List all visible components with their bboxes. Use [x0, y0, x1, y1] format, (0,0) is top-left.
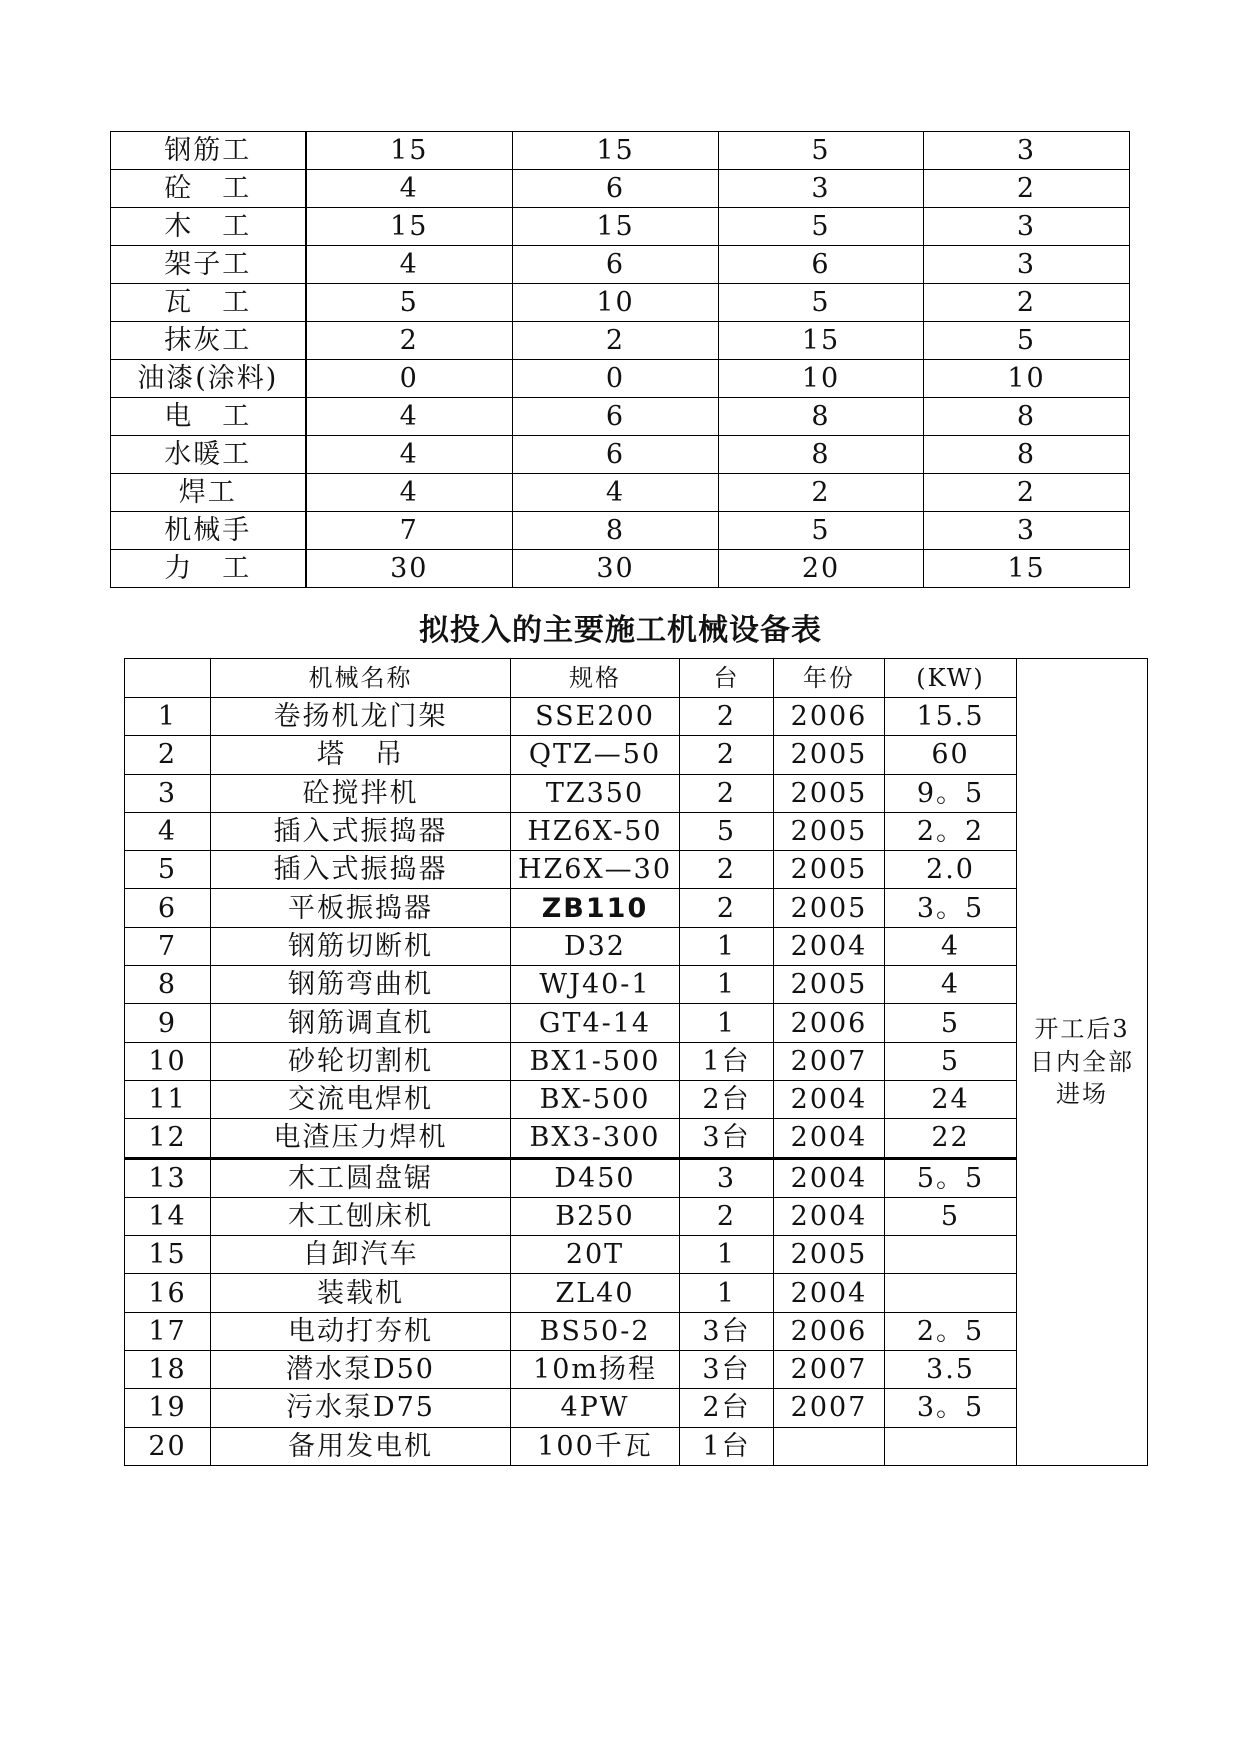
worker-count: 3: [924, 132, 1130, 170]
worker-count: 2: [719, 474, 924, 512]
year: 2006: [774, 1312, 885, 1350]
worker-count: 4: [306, 398, 513, 436]
year: 2004: [774, 1158, 885, 1197]
spec: HZ6X-50: [511, 812, 680, 850]
count: 3台: [680, 1119, 774, 1158]
trade-name: 焊工: [111, 474, 306, 512]
worker-count: 30: [306, 550, 513, 588]
count: 2: [680, 1197, 774, 1235]
row-index: 7: [125, 927, 211, 965]
power-kw: 2.0: [885, 851, 1017, 889]
count: 2台: [680, 1080, 774, 1118]
power-kw: 5: [885, 1042, 1017, 1080]
worker-count: 6: [513, 398, 719, 436]
count: 2: [680, 698, 774, 736]
worker-count: 6: [513, 246, 719, 284]
machine-name: 钢筋弯曲机: [211, 966, 511, 1004]
machine-name: 交流电焊机: [211, 1080, 511, 1118]
worker-count: 2: [513, 322, 719, 360]
power-kw: 15.5: [885, 698, 1017, 736]
worker-count: 10: [719, 360, 924, 398]
labor-row: [111, 436, 1130, 474]
row-index: 14: [125, 1197, 211, 1235]
header-year: 年份: [774, 659, 885, 698]
row-index: 19: [125, 1389, 211, 1427]
year: 2005: [774, 966, 885, 1004]
count: 1: [680, 1236, 774, 1274]
machine-name: 自卸汽车: [211, 1236, 511, 1274]
spec: 4PW: [511, 1389, 680, 1427]
machine-name: 砼搅拌机: [211, 774, 511, 812]
equipment-row: [125, 927, 1148, 965]
trade-name: 木 工: [111, 208, 306, 246]
power-kw: [885, 1427, 1017, 1465]
worker-count: 2: [306, 322, 513, 360]
year: 2004: [774, 1274, 885, 1312]
machine-name: 备用发电机: [211, 1427, 511, 1465]
worker-count: 5: [306, 284, 513, 322]
arrival-note: 开工后3日内全部进场: [1017, 659, 1148, 1466]
year: 2005: [774, 736, 885, 774]
labor-table: [110, 131, 1130, 588]
spec: D450: [511, 1158, 680, 1197]
year: 2005: [774, 1236, 885, 1274]
header-row: [125, 659, 1148, 698]
count: 1: [680, 927, 774, 965]
machine-name: 木工圆盘锯: [211, 1158, 511, 1197]
worker-count: 0: [513, 360, 719, 398]
trade-name: 钢筋工: [111, 132, 306, 170]
power-kw: 3。5: [885, 1389, 1017, 1427]
worker-count: 5: [719, 284, 924, 322]
row-index: 10: [125, 1042, 211, 1080]
row-index: 17: [125, 1312, 211, 1350]
power-kw: 3。5: [885, 889, 1017, 927]
row-index: 9: [125, 1004, 211, 1042]
trade-name: 油漆(涂料): [111, 360, 306, 398]
equipment-row: [125, 1042, 1148, 1080]
equipment-row: [125, 1427, 1148, 1465]
worker-count: 6: [513, 170, 719, 208]
worker-count: 8: [719, 398, 924, 436]
worker-count: 2: [924, 170, 1130, 208]
trade-name: 瓦 工: [111, 284, 306, 322]
year: 2005: [774, 889, 885, 927]
machine-name: 钢筋切断机: [211, 927, 511, 965]
worker-count: 3: [924, 246, 1130, 284]
row-index: 5: [125, 851, 211, 889]
row-index: 13: [125, 1158, 211, 1197]
worker-count: 4: [306, 246, 513, 284]
power-kw: 60: [885, 736, 1017, 774]
power-kw: 3.5: [885, 1351, 1017, 1389]
worker-count: 5: [719, 132, 924, 170]
worker-count: 8: [513, 512, 719, 550]
equipment-row: [125, 1274, 1148, 1312]
worker-count: 5: [719, 512, 924, 550]
power-kw: 4: [885, 927, 1017, 965]
labor-row: [111, 550, 1130, 588]
spec: SSE200: [511, 698, 680, 736]
machine-name: 潜水泵D50: [211, 1351, 511, 1389]
power-kw: 24: [885, 1080, 1017, 1118]
machine-name: 插入式振捣器: [211, 851, 511, 889]
row-index: 6: [125, 889, 211, 927]
spec: TZ350: [511, 774, 680, 812]
worker-count: 15: [924, 550, 1130, 588]
labor-row: [111, 246, 1130, 284]
trade-name: 砼 工: [111, 170, 306, 208]
labor-row: [111, 132, 1130, 170]
year: 2007: [774, 1042, 885, 1080]
count: 2: [680, 736, 774, 774]
labor-row: [111, 284, 1130, 322]
year: 2004: [774, 1197, 885, 1235]
labor-row: [111, 360, 1130, 398]
count: 1台: [680, 1042, 774, 1080]
power-kw: [885, 1274, 1017, 1312]
labor-row: [111, 512, 1130, 550]
worker-count: 3: [924, 512, 1130, 550]
count: 2: [680, 851, 774, 889]
machine-name: 插入式振捣器: [211, 812, 511, 850]
trade-name: 水暖工: [111, 436, 306, 474]
equipment-table-title: 拟投入的主要施工机械设备表: [419, 613, 822, 648]
row-index: 15: [125, 1236, 211, 1274]
header-index: [125, 659, 211, 698]
power-kw: 5: [885, 1197, 1017, 1235]
header-name: 机械名称: [211, 659, 511, 698]
worker-count: 4: [513, 474, 719, 512]
count: 3台: [680, 1312, 774, 1350]
count: 2: [680, 889, 774, 927]
equipment-row: [125, 1158, 1148, 1197]
row-index: 12: [125, 1119, 211, 1158]
worker-count: 10: [924, 360, 1130, 398]
row-index: 3: [125, 774, 211, 812]
worker-count: 15: [719, 322, 924, 360]
header-spec: 规格: [511, 659, 680, 698]
worker-count: 8: [924, 398, 1130, 436]
machine-name: 电动打夯机: [211, 1312, 511, 1350]
machine-name: 平板振捣器: [211, 889, 511, 927]
row-index: 20: [125, 1427, 211, 1465]
trade-name: 力 工: [111, 550, 306, 588]
equipment-row: [125, 736, 1148, 774]
row-index: 11: [125, 1080, 211, 1118]
labor-row: [111, 474, 1130, 512]
spec: WJ40-1: [511, 966, 680, 1004]
equipment-row: [125, 774, 1148, 812]
equipment-table: [124, 658, 1148, 1466]
worker-count: 8: [719, 436, 924, 474]
count: 1: [680, 1004, 774, 1042]
machine-name: 卷扬机龙门架: [211, 698, 511, 736]
count: 3台: [680, 1351, 774, 1389]
row-index: 8: [125, 966, 211, 1004]
spec: BX3-300: [511, 1119, 680, 1158]
worker-count: 15: [306, 132, 513, 170]
worker-count: 6: [513, 436, 719, 474]
worker-count: 15: [306, 208, 513, 246]
power-kw: 4: [885, 966, 1017, 1004]
year: 2004: [774, 927, 885, 965]
equipment-row: [125, 812, 1148, 850]
row-index: 18: [125, 1351, 211, 1389]
count: 1台: [680, 1427, 774, 1465]
count: 3: [680, 1158, 774, 1197]
worker-count: 7: [306, 512, 513, 550]
year: 2004: [774, 1080, 885, 1118]
equipment-row: [125, 1080, 1148, 1118]
row-index: 4: [125, 812, 211, 850]
spec: GT4-14: [511, 1004, 680, 1042]
equipment-row: [125, 1236, 1148, 1274]
labor-row: [111, 208, 1130, 246]
worker-count: 0: [306, 360, 513, 398]
labor-row: [111, 322, 1130, 360]
spec: BX-500: [511, 1080, 680, 1118]
power-kw: 5: [885, 1004, 1017, 1042]
machine-name: 装载机: [211, 1274, 511, 1312]
trade-name: 抹灰工: [111, 322, 306, 360]
spec: BX1-500: [511, 1042, 680, 1080]
spec: ZL40: [511, 1274, 680, 1312]
machine-name: 钢筋调直机: [211, 1004, 511, 1042]
spec: QTZ—50: [511, 736, 680, 774]
worker-count: 2: [924, 474, 1130, 512]
labor-row: [111, 170, 1130, 208]
trade-name: 机械手: [111, 512, 306, 550]
machine-name: 木工刨床机: [211, 1197, 511, 1235]
worker-count: 4: [306, 474, 513, 512]
equipment-row: [125, 1389, 1148, 1427]
worker-count: 15: [513, 132, 719, 170]
row-index: 16: [125, 1274, 211, 1312]
worker-count: 2: [924, 284, 1130, 322]
year: 2007: [774, 1351, 885, 1389]
spec: 10m扬程: [511, 1351, 680, 1389]
equipment-row: [125, 1312, 1148, 1350]
trade-name: 电 工: [111, 398, 306, 436]
header-count: 台: [680, 659, 774, 698]
worker-count: 8: [924, 436, 1130, 474]
spec: D32: [511, 927, 680, 965]
labor-row: [111, 398, 1130, 436]
equipment-row: [125, 1351, 1148, 1389]
power-kw: 9。5: [885, 774, 1017, 812]
worker-count: 30: [513, 550, 719, 588]
header-power: (KW): [885, 659, 1017, 698]
worker-count: 5: [719, 208, 924, 246]
spec: 100千瓦: [511, 1427, 680, 1465]
power-kw: 2。5: [885, 1312, 1017, 1350]
equipment-row: [125, 698, 1148, 736]
count: 2: [680, 774, 774, 812]
machine-name: 塔 吊: [211, 736, 511, 774]
equipment-row: [125, 1004, 1148, 1042]
count: 1: [680, 966, 774, 1004]
year: 2006: [774, 1004, 885, 1042]
row-index: 1: [125, 698, 211, 736]
year: [774, 1427, 885, 1465]
worker-count: 4: [306, 170, 513, 208]
equipment-row: [125, 1197, 1148, 1235]
power-kw: [885, 1236, 1017, 1274]
worker-count: 5: [924, 322, 1130, 360]
spec: B250: [511, 1197, 680, 1235]
spec: ZB110: [511, 889, 680, 927]
worker-count: 10: [513, 284, 719, 322]
machine-name: 污水泵D75: [211, 1389, 511, 1427]
year: 2007: [774, 1389, 885, 1427]
worker-count: 3: [924, 208, 1130, 246]
trade-name: 架子工: [111, 246, 306, 284]
spec: BS50-2: [511, 1312, 680, 1350]
power-kw: 22: [885, 1119, 1017, 1158]
worker-count: 3: [719, 170, 924, 208]
equipment-row: [125, 1119, 1148, 1158]
count: 1: [680, 1274, 774, 1312]
spec: 20T: [511, 1236, 680, 1274]
power-kw: 2。2: [885, 812, 1017, 850]
row-index: 2: [125, 736, 211, 774]
worker-count: 20: [719, 550, 924, 588]
worker-count: 15: [513, 208, 719, 246]
year: 2006: [774, 698, 885, 736]
power-kw: 5。5: [885, 1158, 1017, 1197]
count: 5: [680, 812, 774, 850]
worker-count: 4: [306, 436, 513, 474]
equipment-row: [125, 966, 1148, 1004]
year: 2005: [774, 774, 885, 812]
count: 2台: [680, 1389, 774, 1427]
spec: HZ6X—30: [511, 851, 680, 889]
year: 2004: [774, 1119, 885, 1158]
year: 2005: [774, 851, 885, 889]
machine-name: 砂轮切割机: [211, 1042, 511, 1080]
equipment-row: [125, 889, 1148, 927]
year: 2005: [774, 812, 885, 850]
equipment-row: [125, 851, 1148, 889]
machine-name: 电渣压力焊机: [211, 1119, 511, 1158]
worker-count: 6: [719, 246, 924, 284]
